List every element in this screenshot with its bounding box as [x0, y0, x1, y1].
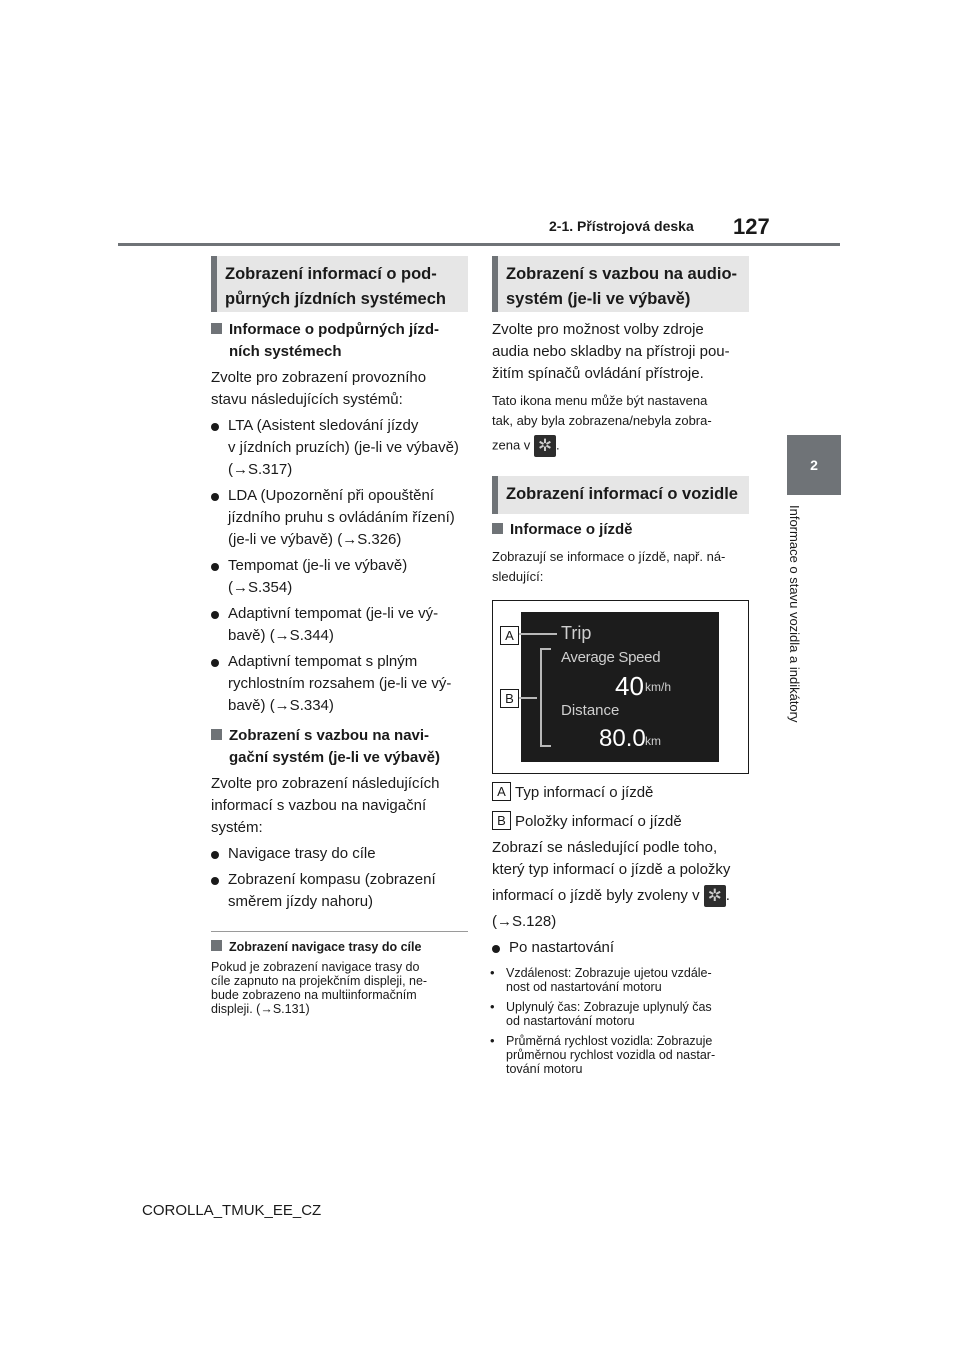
list-dot: • — [490, 1033, 495, 1048]
p1-line1: Zvolte pro zobrazení provozního — [211, 369, 427, 386]
bullet-line: v jízdních pruzích) (je-li ve výbavě) — [228, 439, 459, 456]
left-heading-1 — [211, 319, 471, 363]
gear-icon: ✲ — [534, 435, 556, 457]
display-distance-label: Distance — [561, 702, 620, 719]
display-speed-unit: km/h — [645, 680, 672, 694]
rs1-line3 — [492, 435, 754, 457]
callout-label-a: A — [500, 626, 519, 645]
section-title: 2-1. Přístrojová deska — [549, 218, 694, 234]
bullet-line: (→S.317) — [228, 461, 293, 478]
display-distance-value: 80.0 — [599, 725, 646, 752]
bullet-line: (→S.354) — [228, 579, 293, 596]
list-dot: • — [490, 999, 495, 1014]
item-line: Uplynulý čas: Zobrazuje uplynulý čas — [506, 1000, 712, 1014]
rp2-line1: Zobrazí se následující podle toho, — [492, 839, 718, 856]
left-box-title-line1: Zobrazení informací o pod- — [225, 265, 437, 283]
rp1-line1: Zvolte pro možnost volby zdroje — [492, 321, 704, 338]
item-line: od nastartování motoru — [506, 1014, 635, 1028]
rs2-line1: Zobrazují se informace o jízdě, např. ná- — [492, 549, 726, 564]
bullet-dot — [211, 563, 219, 571]
chapter-title: Informace o stavu vozidla a indikátory — [787, 505, 802, 723]
list-item — [228, 415, 478, 481]
bullet-dot — [211, 423, 219, 431]
rp1-line3: žitím spínačů ovládání přístroje. — [492, 365, 704, 382]
bullet-line: LDA (Upozornění při opouštění — [228, 487, 434, 504]
display-trip-label: Trip — [561, 623, 592, 643]
bullet-dot — [211, 851, 219, 859]
rp2-line3a: informací o jízdě byly zvoleny v — [492, 887, 700, 904]
rp2-line3b: . — [725, 887, 730, 904]
item-line: tování motoru — [506, 1062, 583, 1076]
bullet-line: rychlostním rozsahem (je-li ve vý- — [228, 675, 452, 692]
chapter-tab: 2 — [787, 435, 841, 495]
legend-a — [492, 782, 653, 804]
page-number: 127 — [733, 214, 770, 239]
bullet-line: LTA (Asistent sledování jízdy — [228, 417, 419, 434]
item-line: Průměrná rychlost vozidla: Zobrazuje — [506, 1034, 713, 1048]
bullet-line: bavě) (→S.334) — [228, 697, 334, 714]
bullet-text: Po nastartování — [509, 939, 615, 956]
callout-label-b: B — [500, 689, 519, 708]
list-item — [490, 1033, 756, 1076]
note-line: displeji. (→S.131) — [211, 1002, 310, 1016]
list-item — [228, 651, 478, 717]
note-title: Zobrazení navigace trasy do cíle — [211, 937, 471, 957]
bullet-line: Zobrazení kompasu (zobrazení — [228, 871, 436, 888]
heading-1-line2: ních systémech — [229, 343, 342, 360]
note-line: Pokud je zobrazení navigace trasy do — [211, 960, 420, 974]
rp2-line2: který typ informací o jízdě a položky — [492, 861, 731, 878]
item-line: nost od nastartování motoru — [506, 980, 662, 994]
header-rule — [118, 243, 840, 246]
left-note — [211, 937, 471, 1016]
item-line: průměrnou rychlost vozidla od nastar- — [506, 1048, 716, 1062]
rs1-line3a: zena v — [492, 437, 531, 453]
p2-line1: Zvolte pro zobrazení následujících — [211, 775, 440, 792]
display-speed-value: 40 — [615, 671, 644, 701]
list-dot: • — [490, 965, 495, 980]
legend-b-text: Položky informací o jízdě — [515, 813, 682, 830]
rs2-line2: sledující: — [492, 569, 544, 584]
list-item — [228, 603, 478, 647]
heading-2-line2: gační systém (je-li ve výbavě) — [229, 749, 440, 766]
legend-a-text: Typ informací o jízdě — [515, 784, 654, 801]
p2-line2: informací s vazbou na navigační — [211, 797, 427, 814]
rp1-line2: audia nebo skladby na přístroji pou- — [492, 343, 730, 360]
bullet-dot — [211, 611, 219, 619]
right-heading-trip: Informace o jízdě — [492, 519, 633, 541]
bullet-line: (je-li ve výbavě) (→S.326) — [228, 531, 402, 548]
bullet-dot — [211, 877, 219, 885]
left-paragraph-2 — [211, 773, 471, 839]
right-small-text-2 — [492, 547, 754, 587]
bullet-line: Navigace trasy do cíle — [228, 845, 376, 862]
legend-b-box: B — [492, 811, 511, 830]
right-paragraph-1 — [492, 319, 754, 385]
left-paragraph-1 — [211, 367, 471, 411]
right-small-text-1 — [492, 391, 754, 457]
list-item — [490, 999, 756, 1028]
rs1-line3b: . — [555, 437, 560, 453]
left-section-box — [211, 256, 468, 312]
gear-icon: ✲ — [704, 885, 726, 907]
right-box1-line2: systém (je-li ve výbavě) — [506, 290, 691, 308]
right-box2-title: Zobrazení informací o vozidle — [506, 485, 738, 503]
p2-line3: systém: — [211, 819, 263, 836]
list-item — [490, 965, 756, 994]
right-box1-line1: Zobrazení s vazbou na audio- — [506, 265, 738, 283]
note-line: cíle zapnuto na projekčním displeji, ne- — [211, 974, 428, 988]
right-detail-list — [490, 965, 756, 1076]
display-avg-speed-label: Average Speed — [561, 649, 661, 666]
display-distance-unit: km — [645, 734, 661, 748]
bullet-line: Adaptivní tempomat s plným — [228, 653, 418, 670]
bullet-line: Tempomat (je-li ve výbavě) — [228, 557, 408, 574]
item-line: Vzdálenost: Zobrazuje ujetou vzdále- — [506, 966, 712, 980]
bullet-dot — [211, 659, 219, 667]
list-item — [228, 485, 478, 551]
rp2-line3 — [492, 885, 757, 907]
bullet-line: jízdního pruhu s ovládáním řízení) — [228, 509, 455, 526]
trip-display-figure — [492, 600, 749, 774]
rp2-line4: (→S.128) — [492, 913, 557, 931]
right-bullet — [509, 937, 614, 959]
rs1-line2: tak, aby byla zobrazena/nebyla zobra- — [492, 413, 712, 428]
left-heading-2 — [211, 725, 471, 769]
note-line: bude zobrazeno na multiinformačním — [211, 988, 417, 1002]
bullet-dot — [211, 493, 219, 501]
right-section-box-audio — [492, 256, 749, 312]
left-bullet-list-1 — [228, 415, 478, 717]
chapter-title-vertical — [780, 505, 810, 745]
legend-a-box: A — [492, 782, 511, 801]
left-box-title-line2: půrných jízdních systémech — [225, 290, 446, 308]
list-item — [228, 869, 478, 913]
list-item — [228, 555, 478, 599]
heading-2-line1: Zobrazení s vazbou na navi- — [211, 725, 471, 747]
p1-line2: stavu následujících systémů: — [211, 391, 403, 408]
left-bullet-list-2 — [228, 843, 478, 913]
list-item — [228, 843, 478, 865]
bullet-line: bavě) (→S.344) — [228, 627, 334, 644]
right-paragraph-2 — [492, 837, 757, 933]
rs1-line1: Tato ikona menu může být nastavena — [492, 393, 708, 408]
footer-code: COROLLA_TMUK_EE_CZ — [142, 1202, 322, 1219]
bullet-line: směrem jízdy nahoru) — [228, 893, 374, 910]
legend-b — [492, 811, 682, 833]
bullet-line: Adaptivní tempomat (je-li ve vý- — [228, 605, 439, 622]
bullet-dot — [492, 945, 500, 953]
right-section-box-vehicle — [492, 476, 749, 514]
heading-1-line1: Informace o podpůrných jízd- — [211, 319, 471, 341]
note-divider — [211, 931, 468, 932]
